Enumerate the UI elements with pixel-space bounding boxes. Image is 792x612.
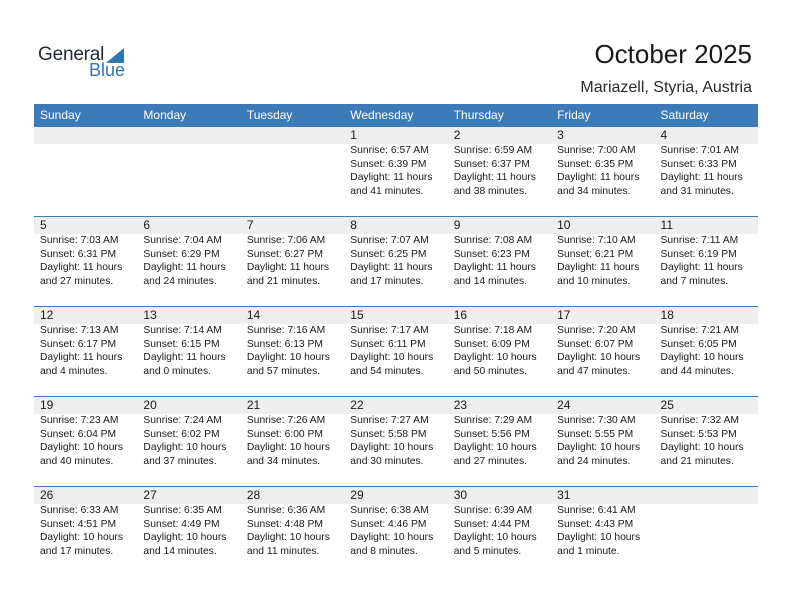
day-number: 26 [34, 487, 137, 504]
sunrise-time: Sunrise: 7:14 AM [143, 325, 222, 336]
sunrise-time: Sunrise: 6:41 AM [557, 505, 636, 516]
day-number: 29 [344, 487, 447, 504]
daylight-hours: Daylight: 11 hours [660, 172, 743, 183]
daylight-hours: Daylight: 10 hours [557, 352, 641, 363]
daylight-minutes: and 10 minutes. [557, 275, 631, 287]
daylight-hours: Daylight: 10 hours [453, 532, 537, 543]
sunset-time: Sunset: 6:04 PM [40, 428, 117, 440]
sunrise-time: Sunrise: 7:08 AM [453, 235, 533, 246]
calendar-day-cell [241, 397, 344, 486]
sunrise-time: Sunrise: 7:11 AM [660, 235, 739, 246]
daylight-hours: Daylight: 11 hours [557, 172, 640, 183]
day-number: 19 [34, 397, 137, 414]
sunrise-time: Sunrise: 7:01 AM [660, 145, 739, 156]
calendar-day-cell [448, 307, 551, 396]
day-number: 12 [34, 307, 137, 324]
day-number: 2 [448, 127, 551, 144]
day-number: 11 [655, 217, 758, 234]
daylight-hours: Daylight: 10 hours [660, 352, 744, 363]
sunrise-time: Sunrise: 7:00 AM [557, 145, 636, 156]
sunset-time: Sunset: 6:39 PM [350, 158, 427, 170]
day-number-empty [34, 127, 137, 144]
calendar-day-cell [137, 487, 240, 576]
calendar-day-cell [137, 307, 240, 396]
sunrise-time: Sunrise: 6:33 AM [40, 505, 119, 516]
day-number: 10 [551, 217, 654, 234]
daylight-minutes: and 31 minutes. [660, 185, 734, 197]
day-number: 21 [241, 397, 344, 414]
daylight-hours: Daylight: 11 hours [40, 352, 123, 363]
calendar-week-row [34, 216, 758, 306]
calendar-day-cell [34, 397, 137, 486]
calendar-day-cell [448, 127, 551, 216]
daylight-minutes: and 7 minutes. [660, 275, 729, 287]
daylight-minutes: and 14 minutes. [143, 545, 217, 557]
calendar-day-empty [241, 127, 344, 216]
sunset-time: Sunset: 6:07 PM [557, 338, 634, 350]
sunset-time: Sunset: 6:35 PM [557, 158, 634, 170]
daylight-hours: Daylight: 10 hours [246, 442, 330, 453]
day-number: 3 [551, 127, 654, 144]
calendar-day-cell [344, 397, 447, 486]
daylight-hours: Daylight: 11 hours [453, 262, 536, 273]
calendar-day-cell [241, 307, 344, 396]
daylight-minutes: and 47 minutes. [557, 365, 631, 377]
daylight-hours: Daylight: 11 hours [143, 262, 226, 273]
daylight-hours: Daylight: 10 hours [557, 532, 641, 543]
sunrise-time: Sunrise: 7:17 AM [350, 325, 429, 336]
sunset-time: Sunset: 6:15 PM [143, 338, 220, 350]
daylight-minutes: and 44 minutes. [660, 365, 734, 377]
sunrise-time: Sunrise: 7:23 AM [40, 415, 119, 426]
calendar-grid [34, 104, 758, 576]
sunset-time: Sunset: 6:11 PM [350, 338, 426, 350]
location-subtitle: Mariazell, Styria, Austria [580, 79, 752, 96]
daylight-minutes: and 37 minutes. [143, 455, 217, 467]
sunset-time: Sunset: 4:44 PM [453, 518, 530, 530]
day-number: 18 [655, 307, 758, 324]
weekday-saturday: Saturday [660, 108, 709, 122]
daylight-minutes: and 24 minutes. [143, 275, 217, 287]
daylight-hours: Daylight: 11 hours [40, 262, 123, 273]
daylight-hours: Daylight: 10 hours [40, 442, 123, 453]
calendar-week-row [34, 126, 758, 216]
daylight-hours: Daylight: 10 hours [660, 442, 744, 453]
daylight-hours: Daylight: 10 hours [350, 352, 434, 363]
calendar-day-cell [34, 307, 137, 396]
daylight-hours: Daylight: 11 hours [143, 352, 226, 363]
day-number: 4 [655, 127, 758, 144]
day-number: 23 [448, 397, 551, 414]
daylight-minutes: and 27 minutes. [453, 455, 527, 467]
day-number: 16 [448, 307, 551, 324]
daylight-hours: Daylight: 10 hours [246, 532, 330, 543]
calendar-day-empty [34, 127, 137, 216]
day-number: 6 [137, 217, 240, 234]
day-number: 31 [551, 487, 654, 504]
logo-text-general: General [38, 44, 105, 65]
sunset-time: Sunset: 6:13 PM [246, 338, 323, 350]
brand-logo [38, 44, 138, 80]
calendar-day-empty [655, 487, 758, 576]
sunrise-time: Sunrise: 6:36 AM [246, 505, 326, 516]
sunrise-time: Sunrise: 7:24 AM [143, 415, 222, 426]
sunset-time: Sunset: 6:23 PM [453, 248, 530, 260]
calendar-day-empty [137, 127, 240, 216]
day-number-empty [137, 127, 240, 144]
weekday-sunday: Sunday [40, 108, 81, 122]
sunset-time: Sunset: 5:56 PM [453, 428, 530, 440]
sunrise-time: Sunrise: 7:29 AM [453, 415, 533, 426]
sunset-time: Sunset: 4:49 PM [143, 518, 220, 530]
sunset-time: Sunset: 4:48 PM [246, 518, 323, 530]
sunset-time: Sunset: 4:46 PM [350, 518, 427, 530]
daylight-hours: Daylight: 10 hours [350, 442, 434, 453]
daylight-hours: Daylight: 11 hours [453, 172, 536, 183]
sunrise-time: Sunrise: 7:20 AM [557, 325, 636, 336]
calendar-week-row [34, 306, 758, 396]
calendar-day-cell [344, 127, 447, 216]
day-number: 30 [448, 487, 551, 504]
sunrise-time: Sunrise: 7:13 AM [40, 325, 119, 336]
sunrise-time: Sunrise: 7:30 AM [557, 415, 636, 426]
daylight-minutes: and 38 minutes. [453, 185, 527, 197]
calendar-day-cell [551, 397, 654, 486]
calendar-day-cell [344, 487, 447, 576]
sunset-time: Sunset: 4:51 PM [40, 518, 117, 530]
sunset-time: Sunset: 6:21 PM [557, 248, 634, 260]
sunset-time: Sunset: 5:53 PM [660, 428, 737, 440]
calendar-week-row [34, 486, 758, 576]
daylight-minutes: and 24 minutes. [557, 455, 631, 467]
daylight-minutes: and 50 minutes. [453, 365, 527, 377]
calendar-day-cell [655, 397, 758, 486]
daylight-minutes: and 17 minutes. [40, 545, 114, 557]
day-number: 1 [344, 127, 447, 144]
calendar-day-cell [551, 487, 654, 576]
daylight-hours: Daylight: 11 hours [660, 262, 743, 273]
daylight-minutes: and 4 minutes. [40, 365, 108, 377]
sunrise-time: Sunrise: 7:21 AM [660, 325, 739, 336]
calendar-day-cell [137, 397, 240, 486]
day-number: 8 [344, 217, 447, 234]
sunset-time: Sunset: 6:00 PM [246, 428, 323, 440]
sunrise-time: Sunrise: 6:57 AM [350, 145, 429, 156]
daylight-hours: Daylight: 10 hours [246, 352, 330, 363]
daylight-minutes: and 27 minutes. [40, 275, 114, 287]
calendar-day-cell [448, 487, 551, 576]
sunset-time: Sunset: 6:09 PM [453, 338, 530, 350]
daylight-minutes: and 54 minutes. [350, 365, 424, 377]
weekday-thursday: Thursday [453, 108, 504, 122]
daylight-minutes: and 11 minutes. [246, 545, 320, 557]
daylight-hours: Daylight: 10 hours [453, 442, 537, 453]
sunset-time: Sunset: 6:27 PM [246, 248, 323, 260]
sunrise-time: Sunrise: 7:03 AM [40, 235, 119, 246]
daylight-minutes: and 40 minutes. [40, 455, 114, 467]
day-number: 13 [137, 307, 240, 324]
sunrise-time: Sunrise: 7:32 AM [660, 415, 739, 426]
weekday-tuesday: Tuesday [246, 108, 293, 122]
daylight-minutes: and 34 minutes. [557, 185, 631, 197]
daylight-minutes: and 34 minutes. [246, 455, 321, 467]
sunrise-time: Sunrise: 7:10 AM [557, 235, 636, 246]
sunset-time: Sunset: 6:37 PM [453, 158, 530, 170]
daylight-minutes: and 5 minutes. [453, 545, 522, 557]
calendar-day-cell [551, 307, 654, 396]
sunset-time: Sunset: 5:58 PM [350, 428, 427, 440]
sunset-time: Sunset: 6:02 PM [143, 428, 220, 440]
sunset-time: Sunset: 6:19 PM [660, 248, 737, 260]
sunrise-time: Sunrise: 6:35 AM [143, 505, 222, 516]
daylight-minutes: and 8 minutes. [350, 545, 418, 557]
logo-text-blue: Blue [89, 60, 126, 80]
daylight-hours: Daylight: 10 hours [40, 532, 123, 543]
day-number: 9 [448, 217, 551, 234]
calendar-day-cell [34, 487, 137, 576]
sunrise-time: Sunrise: 6:59 AM [453, 145, 533, 156]
calendar-day-cell [448, 217, 551, 306]
sunset-time: Sunset: 6:29 PM [143, 248, 220, 260]
sunrise-time: Sunrise: 7:27 AM [350, 415, 429, 426]
sunrise-time: Sunrise: 7:07 AM [350, 235, 429, 246]
day-number: 27 [137, 487, 240, 504]
sunset-time: Sunset: 6:25 PM [350, 248, 427, 260]
day-number: 25 [655, 397, 758, 414]
calendar-week-row [34, 396, 758, 486]
daylight-minutes: and 21 minutes. [660, 455, 734, 467]
calendar-day-cell [655, 127, 758, 216]
sunrise-time: Sunrise: 6:38 AM [350, 505, 429, 516]
calendar-day-cell [241, 217, 344, 306]
sunrise-time: Sunrise: 6:39 AM [453, 505, 533, 516]
weekday-monday: Monday [143, 108, 187, 122]
day-number: 5 [34, 217, 137, 234]
calendar-day-cell [241, 487, 344, 576]
daylight-minutes: and 41 minutes. [350, 185, 424, 197]
calendar-day-cell [551, 127, 654, 216]
calendar-day-cell [655, 217, 758, 306]
calendar-day-cell [551, 217, 654, 306]
daylight-hours: Daylight: 11 hours [246, 262, 330, 273]
daylight-hours: Daylight: 11 hours [350, 172, 433, 183]
sunrise-time: Sunrise: 7:16 AM [246, 325, 326, 336]
sunset-time: Sunset: 6:33 PM [660, 158, 737, 170]
daylight-hours: Daylight: 11 hours [557, 262, 640, 273]
sunset-time: Sunset: 5:55 PM [557, 428, 634, 440]
calendar-day-cell [34, 217, 137, 306]
daylight-minutes: and 57 minutes. [246, 365, 321, 377]
daylight-hours: Daylight: 10 hours [453, 352, 537, 363]
daylight-minutes: and 17 minutes. [350, 275, 424, 287]
sunset-time: Sunset: 6:05 PM [660, 338, 737, 350]
day-number-empty [241, 127, 344, 144]
daylight-minutes: and 21 minutes. [246, 275, 321, 287]
daylight-hours: Daylight: 10 hours [143, 532, 227, 543]
calendar-day-cell [344, 217, 447, 306]
sunrise-time: Sunrise: 7:06 AM [246, 235, 326, 246]
day-number: 20 [137, 397, 240, 414]
weekday-friday: Friday [557, 108, 591, 122]
sunset-time: Sunset: 6:17 PM [40, 338, 117, 350]
daylight-minutes: and 30 minutes. [350, 455, 424, 467]
sunrise-time: Sunrise: 7:18 AM [453, 325, 533, 336]
day-number: 24 [551, 397, 654, 414]
weekday-header [34, 104, 758, 126]
daylight-hours: Daylight: 10 hours [143, 442, 227, 453]
day-number: 22 [344, 397, 447, 414]
daylight-hours: Daylight: 10 hours [350, 532, 434, 543]
daylight-minutes: and 1 minute. [557, 545, 620, 557]
calendar-day-cell [655, 307, 758, 396]
day-number-empty [655, 487, 758, 504]
day-number: 14 [241, 307, 344, 324]
sunrise-time: Sunrise: 7:04 AM [143, 235, 222, 246]
page-title: October 2025 [594, 39, 752, 69]
weekday-wednesday: Wednesday [350, 108, 414, 122]
calendar-day-cell [137, 217, 240, 306]
day-number: 7 [241, 217, 344, 234]
sunrise-time: Sunrise: 7:26 AM [246, 415, 326, 426]
calendar-weeks [34, 126, 758, 576]
calendar-day-cell [344, 307, 447, 396]
day-number: 15 [344, 307, 447, 324]
day-number: 17 [551, 307, 654, 324]
daylight-hours: Daylight: 10 hours [557, 442, 641, 453]
daylight-minutes: and 0 minutes. [143, 365, 211, 377]
sunset-time: Sunset: 4:43 PM [557, 518, 634, 530]
daylight-hours: Daylight: 11 hours [350, 262, 433, 273]
calendar-day-cell [448, 397, 551, 486]
sunset-time: Sunset: 6:31 PM [40, 248, 117, 260]
day-number: 28 [241, 487, 344, 504]
daylight-minutes: and 14 minutes. [453, 275, 527, 287]
